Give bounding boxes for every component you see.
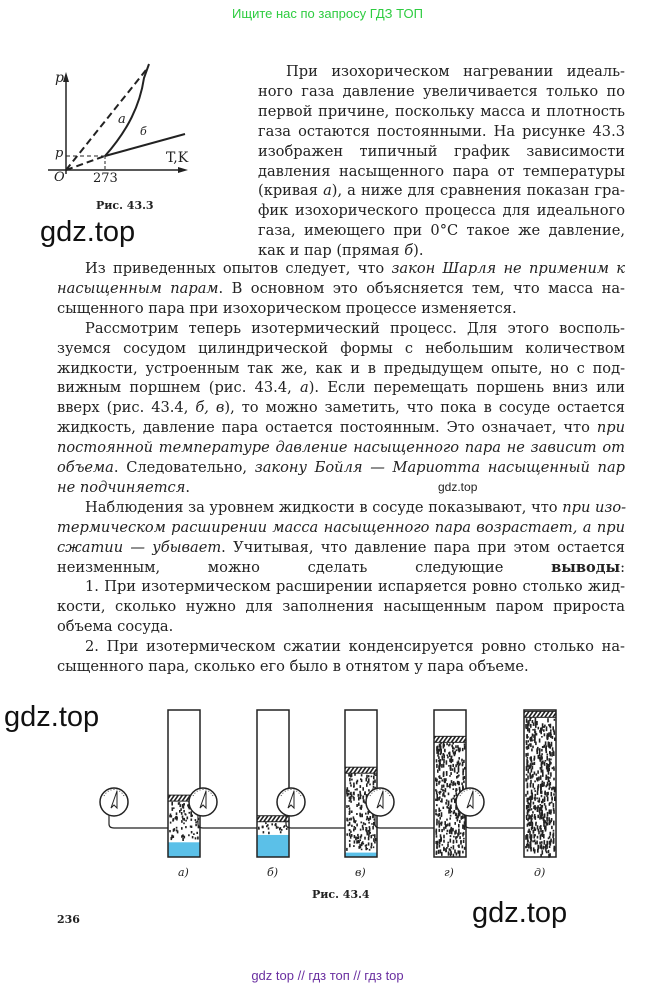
figure-43-3-caption: Рис. 43.3 xyxy=(96,199,154,212)
saturated-vapor xyxy=(258,822,288,834)
text: первой причине, поскольку масса и плотность xyxy=(258,102,625,120)
text: ). Если перемещать поршень вниз или xyxy=(308,379,625,397)
panel-label: в) xyxy=(355,866,366,879)
text: Из приведенных опытов следует, что xyxy=(85,260,392,277)
text-line xyxy=(57,558,625,578)
text: газа, имеющего при 0°С такое же давление, xyxy=(258,222,625,240)
origin-label: O xyxy=(54,170,65,185)
text: ), то можно заметить, что пока в сосуде остается xyxy=(224,399,626,417)
text-line xyxy=(286,62,625,82)
curve-a-label: а xyxy=(118,112,126,127)
text-line xyxy=(57,657,625,677)
text: (кривая xyxy=(258,182,324,200)
text-line xyxy=(57,597,625,617)
text: как и пар (прямая xyxy=(258,242,405,260)
text-line xyxy=(57,398,625,418)
bold-text: выводы xyxy=(551,558,621,576)
text: ). xyxy=(413,242,424,260)
text: вверх (рис. 43.4, xyxy=(57,399,196,417)
text-line xyxy=(258,122,625,142)
text: Рассмотрим теперь изотермический процесс. Для этого восполь- xyxy=(85,319,625,337)
italic-text: насыщенным парам xyxy=(57,279,219,297)
italic-text: а xyxy=(323,182,332,200)
italic-text: закону Бойля — Мариотта насыщенный пар xyxy=(254,459,626,476)
pressure-gauge-icon xyxy=(366,788,394,816)
tick-y-label: p xyxy=(55,146,64,161)
text-line xyxy=(258,221,625,241)
piston xyxy=(257,816,289,822)
saturated-vapor xyxy=(525,717,556,857)
text: ного газа давление увеличивается только по xyxy=(258,82,625,100)
text-line xyxy=(57,438,625,458)
text: кости, сколько нужно для заполнения насыщенным паром прироста xyxy=(57,598,625,616)
liquid xyxy=(168,842,200,857)
dashed-line-lower xyxy=(66,156,105,170)
axis-y-label: p xyxy=(55,70,64,86)
text-line xyxy=(57,518,625,538)
panel-label: д) xyxy=(534,866,546,879)
vessel-panel xyxy=(456,710,556,858)
bottom-banner: gdz top // гдз топ // гдз top xyxy=(251,968,404,983)
text-line xyxy=(258,142,625,162)
italic-text: а xyxy=(300,379,309,397)
italic-text: при изо- xyxy=(562,498,627,516)
tick-x-label: 273 xyxy=(93,171,118,186)
top-banner: Ищите нас по запросу ГДЗ ТОП xyxy=(232,6,423,21)
text-line xyxy=(57,279,625,299)
text-line xyxy=(57,299,625,319)
text: фик изохорического процесса для идеального xyxy=(258,202,625,220)
text-line xyxy=(258,181,625,201)
line-b-label: б xyxy=(140,125,147,138)
panel-label: б) xyxy=(267,866,279,879)
text-line xyxy=(85,319,625,339)
italic-text: постоянной температуре давление насыщенного пара не зависит от xyxy=(57,439,625,457)
text: . xyxy=(185,478,191,496)
text: жидкость, давление пара остается постоянным. Это означает, что xyxy=(57,419,597,437)
text: сыщенного пара, сколько его было в отнятом у пара объеме. xyxy=(57,658,529,675)
text: Наблюдения за уровнем жидкости в сосуде показывают, что xyxy=(85,498,563,516)
pressure-gauge-icon xyxy=(456,788,484,816)
text-line xyxy=(57,538,625,558)
text: давления насыщенного пара от температуры xyxy=(258,162,625,180)
gauge-tube xyxy=(198,815,257,828)
panel-label: а) xyxy=(178,866,189,879)
gauge-tube xyxy=(465,815,524,828)
text: жидкости, устроенным так же, как и в предыдущем опыте, но с под- xyxy=(57,359,625,377)
text: : xyxy=(620,558,625,576)
text-line xyxy=(57,478,625,498)
text: . В основном это объясняется тем, что масса на- xyxy=(218,279,625,297)
text: объема сосуда. xyxy=(57,618,174,636)
watermark-inline: gdz.top xyxy=(438,480,478,494)
text-line xyxy=(258,102,625,122)
italic-text: не подчиняется xyxy=(57,478,186,496)
text: газа остаются постоянными. На рисунке 43.3 xyxy=(258,122,625,140)
axis-x-label: T,K xyxy=(166,150,189,166)
page-number: 236 xyxy=(57,913,80,926)
italic-text: закон Шарля не применим к xyxy=(391,260,625,277)
text: зуемся сосудом цилиндрической формы с небольшим количеством xyxy=(57,339,625,357)
text: 2. При изотермическом сжатии конденсируется ровно столько на- xyxy=(85,638,625,656)
piston xyxy=(345,767,377,773)
figure-43-4-caption: Рис. 43.4 xyxy=(312,888,370,901)
text-line xyxy=(57,458,625,478)
vessel-panel xyxy=(366,710,466,857)
text: . Следовательно, xyxy=(113,459,255,476)
watermark: gdz.top xyxy=(4,701,100,733)
text: . Учитывая, что давление пара при этом остается xyxy=(221,538,625,556)
gauge-tube xyxy=(375,815,434,828)
italic-text: сжатии — убывает xyxy=(57,538,222,556)
italic-text: объема xyxy=(57,459,114,476)
t-axis-arrow-icon xyxy=(178,167,188,173)
text-line xyxy=(85,577,625,597)
curve-a xyxy=(105,64,149,156)
text-line xyxy=(57,378,625,398)
text-line xyxy=(57,359,625,379)
italic-text: при xyxy=(596,419,625,437)
text-line xyxy=(57,617,625,637)
vessel-panel xyxy=(277,710,377,857)
pressure-gauge-icon xyxy=(189,788,217,816)
text: вижным поршнем (рис. 43.4, xyxy=(57,379,301,397)
gauge-tube xyxy=(109,815,168,828)
text: ), а ниже для сравнения показан гра- xyxy=(331,182,625,200)
text-line xyxy=(85,259,625,279)
text: При изохорическом нагревании идеаль- xyxy=(286,63,625,80)
watermark: gdz.top xyxy=(472,897,568,929)
pressure-gauge-icon xyxy=(277,788,305,816)
text-line xyxy=(258,82,625,102)
italic-text: б xyxy=(404,242,414,260)
italic-text: б, в xyxy=(195,399,225,417)
vessel-panel xyxy=(100,710,200,857)
piston xyxy=(434,736,466,742)
text-line xyxy=(258,162,625,182)
panel-label: г) xyxy=(444,866,454,879)
text-line xyxy=(57,339,625,359)
figure-43-4 xyxy=(0,700,655,870)
text: изображен типичный график зависимости xyxy=(258,142,625,160)
italic-text: термическом расширении масса насыщенного пара возрастает, а при xyxy=(57,518,625,536)
piston xyxy=(524,711,556,717)
text-line xyxy=(57,418,625,438)
text-line xyxy=(85,498,625,518)
liquid xyxy=(257,835,289,857)
vessel-panel xyxy=(189,710,289,857)
text: неизменным, можно сделать следующие xyxy=(57,558,552,576)
gauge-tube xyxy=(286,815,345,828)
text: сыщенного пара при изохорическом процессе изменяется. xyxy=(57,299,517,317)
pressure-gauge-icon xyxy=(100,788,128,816)
text-line xyxy=(85,637,625,657)
watermark: gdz.top xyxy=(40,216,136,248)
text: 1. При изотермическом расширении испаряется ровно столько жид- xyxy=(85,578,625,596)
text-line xyxy=(258,201,625,221)
